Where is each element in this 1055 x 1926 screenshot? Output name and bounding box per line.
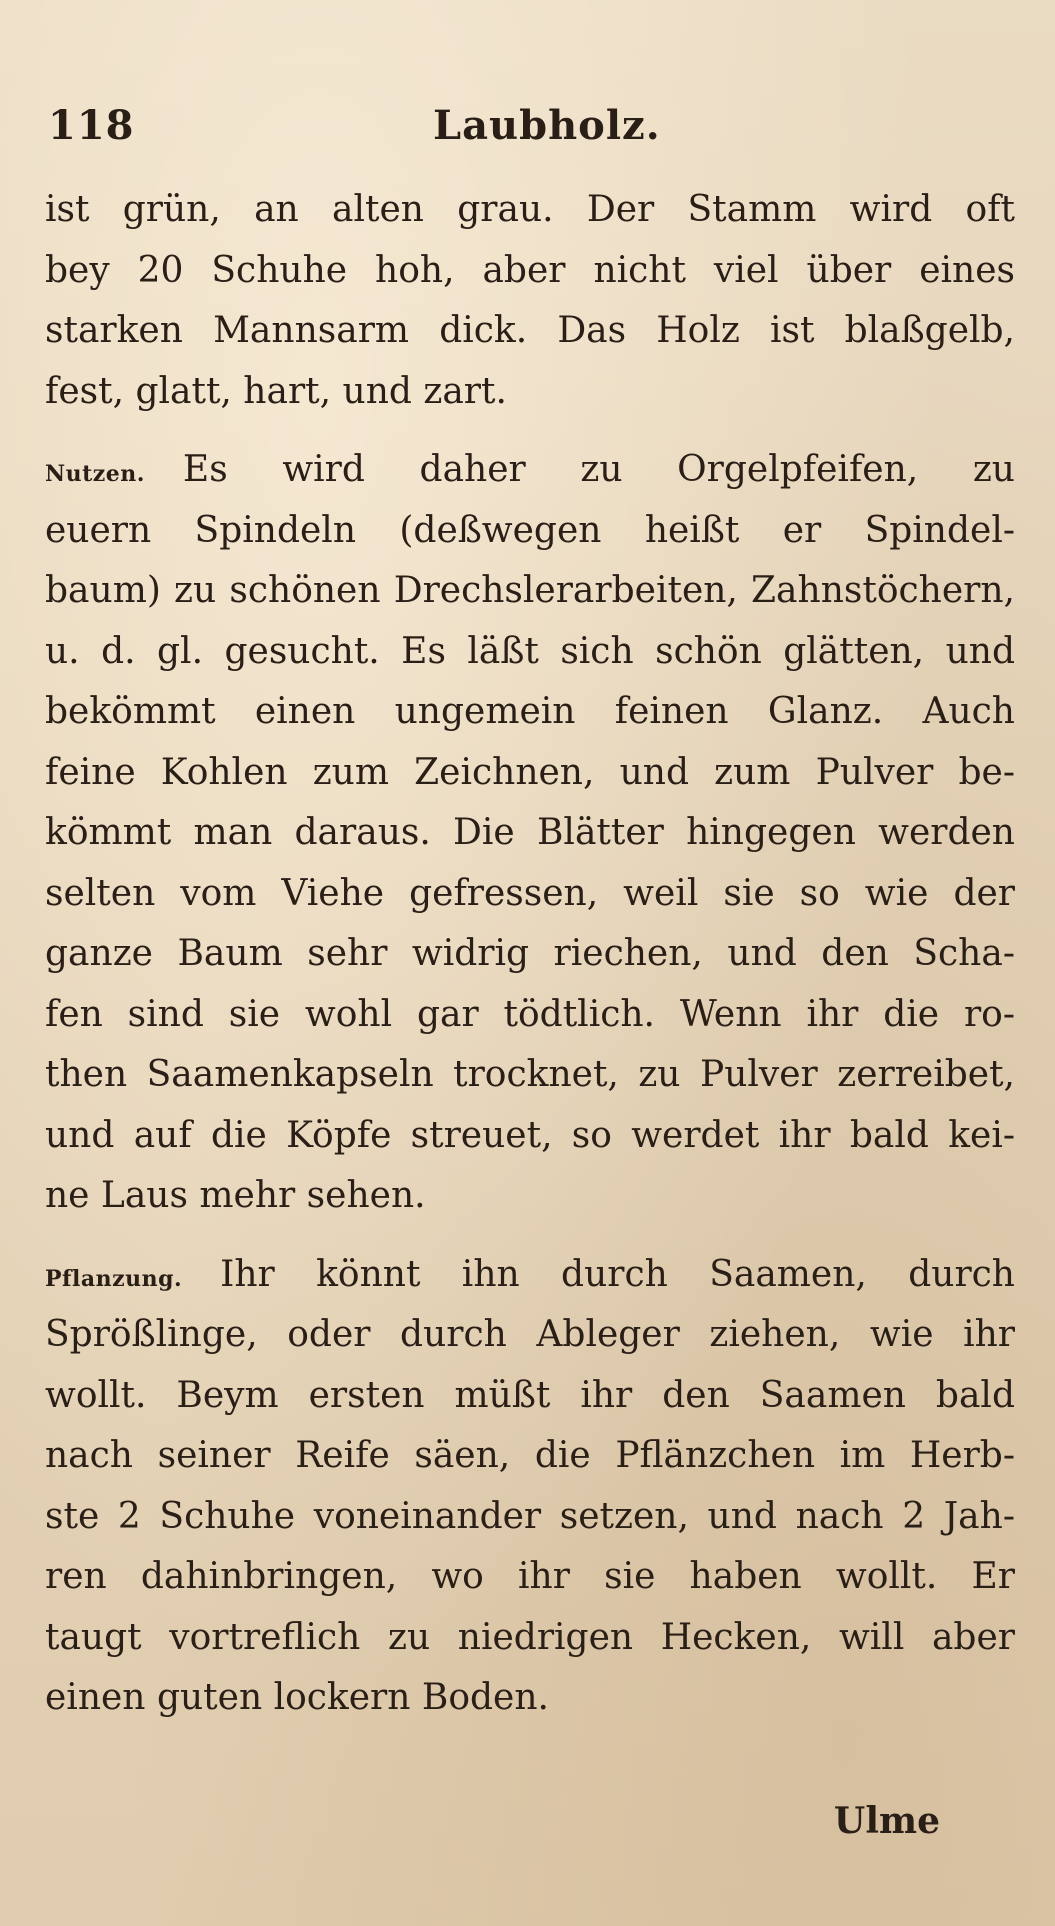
- text-line-content: Es wird daher zu Orgelpfeifen, zu: [182, 449, 1015, 490]
- text-line: ren dahinbringen, wo ihr sie haben wollt. Er: [45, 1556, 1015, 1597]
- text-line: nach seiner Reife säen, die Pflänzchen im Herb-: [45, 1435, 1015, 1476]
- text-line: taugt vortreflich zu niedrigen Hecken, will aber: [45, 1616, 1015, 1658]
- text-line-content: Ihr könnt ihn durch Saamen, durch: [220, 1253, 1015, 1295]
- text-line: [45, 440, 1015, 501]
- text-line: [45, 1245, 1015, 1306]
- text-line: then Saamenkapseln trocknet, zu Pulver zerreibet,: [45, 1054, 1015, 1095]
- text-line: ste 2 Schuhe voneinander setzen, und nach 2 Jah-: [45, 1495, 1015, 1537]
- text-line: u. d. gl. gesucht. Es läßt sich schön glätten, und: [45, 630, 1015, 672]
- text-line: ne Laus mehr sehen.: [45, 1175, 426, 1216]
- page-header: [48, 102, 1008, 162]
- body-text: [45, 180, 1015, 1729]
- marginal-note: Pflanzung.: [45, 1265, 183, 1292]
- paragraph: [45, 1245, 1015, 1729]
- catchword: Ulme: [833, 1800, 940, 1842]
- text-line: fen sind sie wohl gar tödtlich. Wenn ihr die ro-: [45, 993, 1015, 1035]
- text-line: ganze Baum sehr widrig riechen, und den Scha-: [45, 933, 1015, 974]
- text-line: wollt. Beym ersten müßt ihr den Saamen bald: [45, 1374, 1015, 1416]
- paragraph: [45, 180, 1015, 422]
- marginal-note: Nutzen.: [45, 461, 145, 487]
- text-line: und auf die Köpfe streuet, so werdet ihr bald kei-: [45, 1114, 1015, 1156]
- text-line: selten vom Viehe gefressen, weil sie so wie der: [45, 872, 1015, 914]
- text-line: starken Mannsarm dick. Das Holz ist blaßgelb,: [45, 310, 1015, 351]
- text-line: feine Kohlen zum Zeichnen, und zum Pulver be-: [45, 751, 1015, 793]
- text-line: euern Spindeln (deßwegen heißt er Spindel-: [45, 509, 1015, 551]
- running-head: Laubholz.: [433, 102, 661, 149]
- page-number: 118: [48, 102, 135, 149]
- text-line: bekömmt einen ungemein feinen Glanz. Auch: [45, 691, 1015, 732]
- text-line: bey 20 Schuhe hoh, aber nicht viel über eines: [45, 249, 1015, 291]
- text-line: kömmt man daraus. Die Blätter hingegen werden: [45, 812, 1015, 853]
- text-line: ist grün, an alten grau. Der Stamm wird oft: [45, 189, 1015, 230]
- text-line: baum) zu schönen Drechslerarbeiten, Zahnstöchern,: [45, 570, 1015, 611]
- paragraph: [45, 440, 1015, 1227]
- text-line: fest, glatt, hart, und zart.: [45, 370, 507, 412]
- text-line: Sprößlinge, oder durch Ableger ziehen, wie ihr: [45, 1314, 1015, 1355]
- text-line: einen guten lockern Boden.: [45, 1677, 549, 1718]
